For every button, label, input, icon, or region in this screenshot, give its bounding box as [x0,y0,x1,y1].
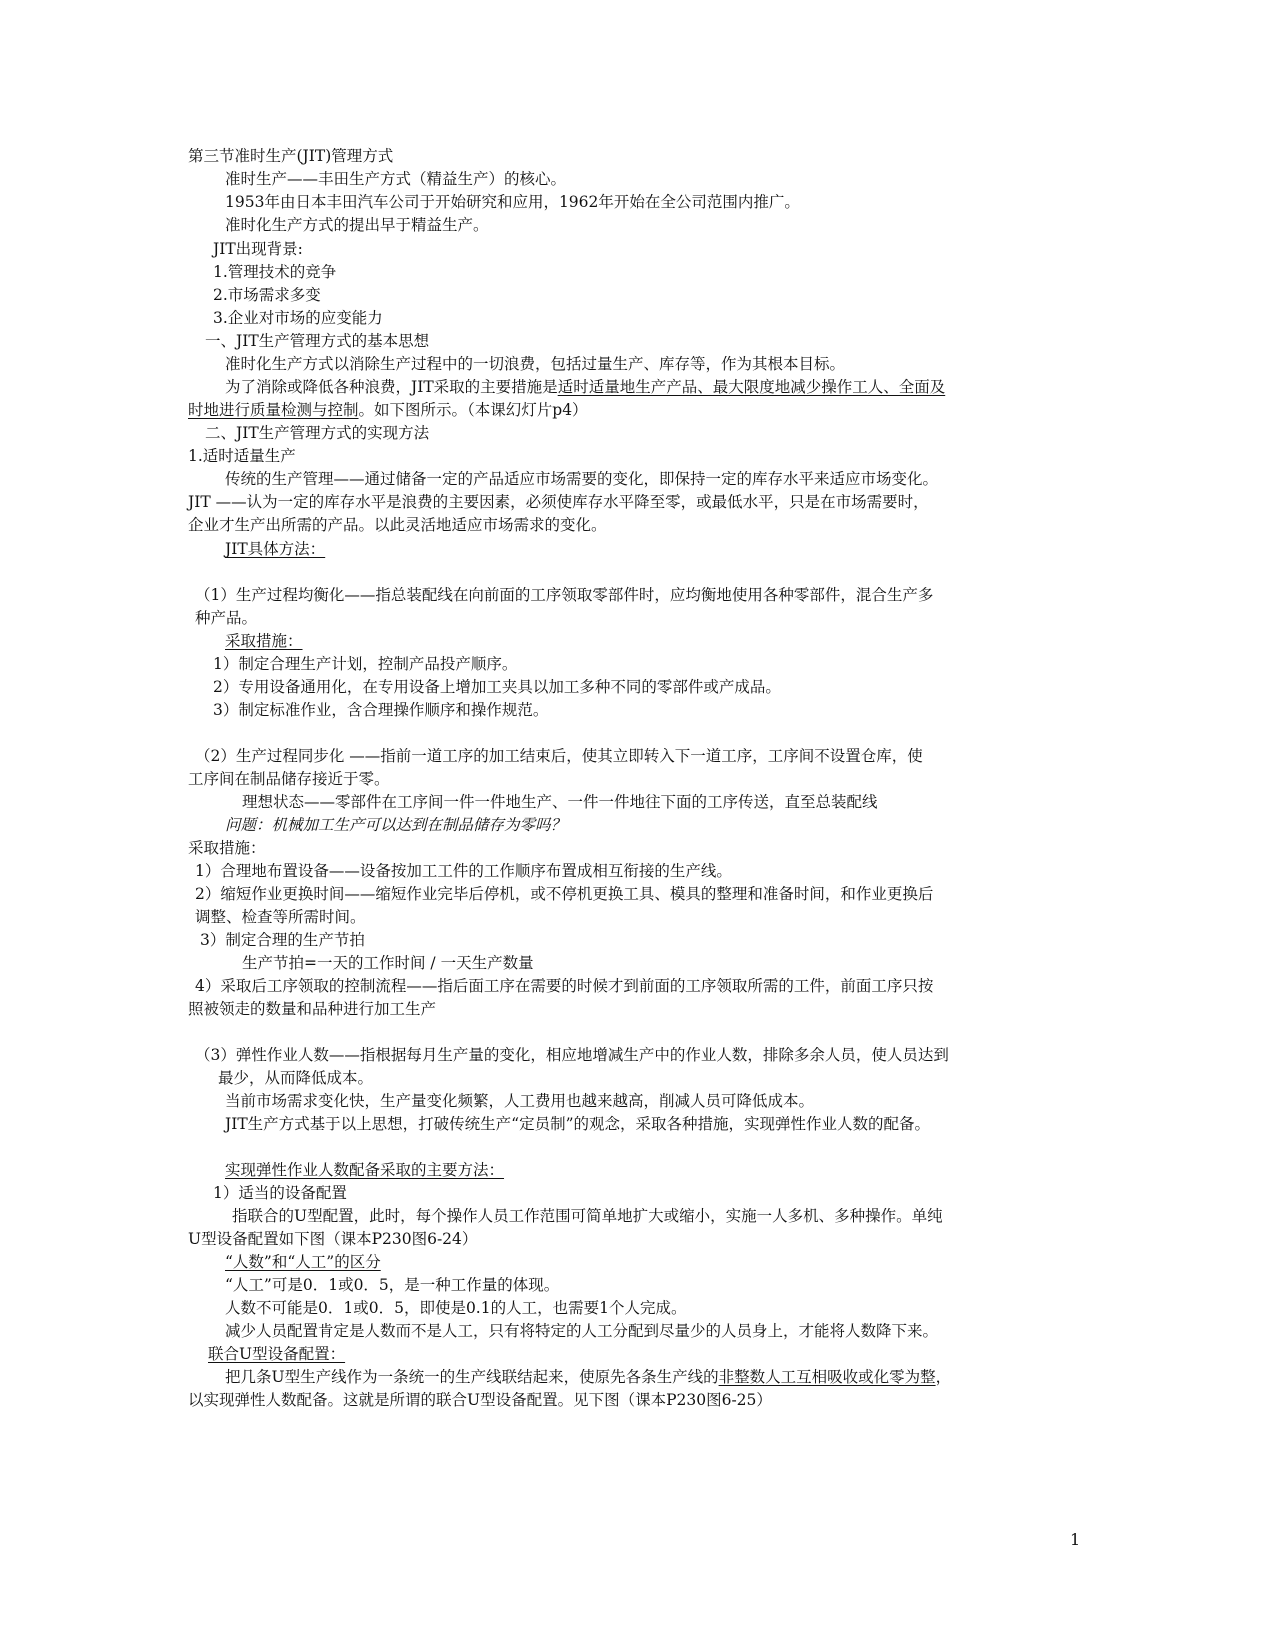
text-span: 把几条U型生产线作为一条统一的生产线联结起来，使原先各条生产线的 [225,1368,719,1386]
paragraph-line: 理想状态——零部件在工序间一件一件地生产、一件一件地往下面的工序传送，直至总装配线 [242,793,878,811]
measure-item: 2）缩短作业更换时间——缩短作业完毕后停机，或不停机更换工具、模具的整理和准备时间，和作业更换后 [195,885,934,903]
text-span: 为了消除或降低各种浪费，JIT采取的主要措施是 [225,378,558,396]
measures-heading: 采取措施： [225,632,303,650]
background-item: 1.管理技术的竞争 [213,263,337,281]
paragraph-line: JIT ——认为一定的库存水平是浪费的主要因素，必须使库存水平降至零，或最低水平，只是在市场需要时， [188,493,929,511]
underlined-text: 非整数人工互相吸收或化零为整 [718,1368,936,1386]
paragraph-line: 工序间在制品储存接近于零。 [188,770,390,788]
background-item: 3.企业对市场的应变能力 [213,309,383,327]
paragraph-line: JIT生产方式基于以上思想，打破传统生产“定员制”的观念，采取各种措施，实现弹性作业人数的配备。 [225,1115,931,1133]
methods-heading: JIT具体方法： [225,540,326,558]
underlined-text: 时地进行质量检测与控制 [188,401,359,419]
method-item: 1）适当的设备配置 [213,1184,347,1202]
measure-item: 4）采取后工序领取的控制流程——指后面工序在需要的时候才到前面的工序领取所需的工件，前面工序只按 [195,977,934,995]
paragraph-line: 以实现弹性人数配备。这就是所谓的联合U型设备配置。见下图（课本P230图6-25） [188,1391,772,1409]
paragraph-line: U型设备配置如下图（课本P230图6-24） [188,1230,478,1248]
underlined-text: 适时适量地生产产品、最大限度地减少操作工人、全面及 [557,378,946,396]
question-line: 问题：机械加工生产可以达到在制品储存为零吗？ [225,816,567,834]
measure-item: 1）合理地布置设备——设备按加工工件的工作顺序布置成相互衔接的生产线。 [195,862,732,880]
measure-item: 3）制定合理的生产节拍 [200,931,365,949]
measure-item: 2）专用设备通用化，在专用设备上增加工夹具以加工多种不同的零部件或产成品。 [213,678,781,696]
measure-item: 调整、检查等所需时间。 [195,908,366,926]
paragraph-line: 种产品。 [195,609,258,627]
section-heading: 一、JIT生产管理方式的基本思想 [205,332,430,350]
paragraph-line: （2）生产过程同步化 ——指前一道工序的加工结束后，使其立即转入下一道工序，工序间不设置仓库，使 [195,747,923,765]
intro-line: 1953年由日本丰田汽车公司于开始研究和应用，1962年开始在全公司范围内推广。 [225,193,800,211]
paragraph-line: 人数不可能是0．1或0．5，即使是0.1的人工，也需要1个人完成。 [225,1299,687,1317]
paragraph-line: 传统的生产管理——通过储备一定的产品适应市场需要的变化，即保持一定的库存水平来适应市场变化。 [225,470,939,488]
measure-item: 1）制定合理生产计划，控制产品投产顺序。 [213,655,518,673]
paragraph-line [188,399,588,422]
paragraph-line: “人工”可是0．1或0．5，是一种工作量的体现。 [225,1276,560,1294]
paragraph-line: 最少，从而降低成本。 [218,1069,374,1087]
paragraph-line [225,1366,951,1389]
u-config-heading: 联合U型设备配置： [208,1345,346,1363]
text-span: 。如下图所示。（本课幻灯片p4） [358,401,588,419]
paragraph-line: 当前市场需求变化快，生产量变化频繁，人工费用也越来越高，削减人员可降低成本。 [225,1092,815,1110]
measure-item: 3）制定标准作业，含合理操作顺序和操作规范。 [213,701,549,719]
background-heading: JIT出现背景: [213,240,303,258]
measure-item: 照被领走的数量和品种进行加工生产 [188,1000,437,1018]
paragraph-line: 指联合的U型配置，此时，每个操作人员工作范围可简单地扩大或缩小，实施一人多机、多种操作。单纯 [232,1207,943,1225]
text-span: ， [935,1368,952,1386]
measures-heading: 采取措施： [188,839,266,857]
background-item: 2.市场需求多变 [213,286,321,304]
intro-line: 准时生产——丰田生产方式（精益生产）的核心。 [225,170,567,188]
formula-line: 生产节拍=一天的工作时间 / 一天生产数量 [242,954,534,972]
section-heading: 二、JIT生产管理方式的实现方法 [205,424,430,442]
paragraph-line: （1）生产过程均衡化——指总装配线在向前面的工序领取零部件时，应均衡地使用各种零部件，混合生产多 [195,586,934,604]
subsection-heading: 1.适时适量生产 [188,447,296,465]
methods-heading: 实现弹性作业人数配备采取的主要方法： [225,1161,505,1179]
paragraph-line: 准时化生产方式以消除生产过程中的一切浪费，包括过量生产、库存等，作为其根本目标。 [225,355,846,373]
paragraph-line [225,376,945,399]
page-number: 1 [1070,1530,1081,1549]
paragraph-line: 减少人员配置肯定是人数而不是人工，只有将特定的人工分配到尽量少的人员身上，才能将人数降下来。 [225,1322,939,1340]
paragraph-line: 企业才生产出所需的产品。以此灵活地适应市场需求的变化。 [188,516,607,534]
section-title: 第三节准时生产(JIT)管理方式 [188,147,394,165]
paragraph-line: （3）弹性作业人数——指根据每月生产量的变化，相应地增减生产中的作业人数，排除多余人员，使人员达到 [195,1046,949,1064]
intro-line: 准时化生产方式的提出早于精益生产。 [225,216,489,234]
distinction-heading: “人数”和“人工”的区分 [225,1253,381,1271]
